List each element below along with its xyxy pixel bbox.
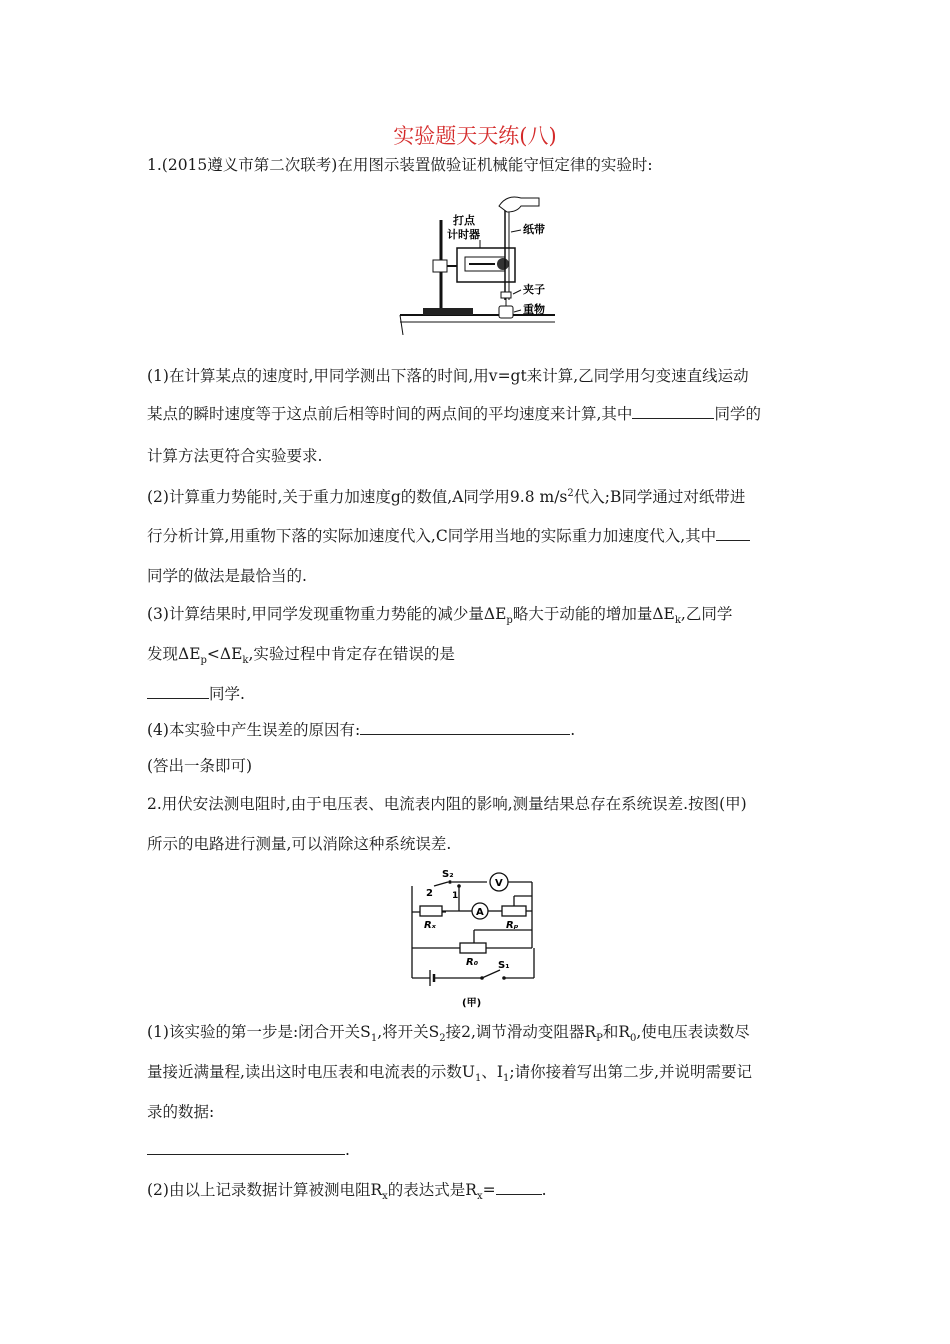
timer-label-2: 计时器 xyxy=(447,228,480,241)
text-seg: 、I xyxy=(481,1063,503,1081)
q2-stem-line2: 所示的电路进行测量,可以消除这种系统误差. xyxy=(147,835,452,853)
subscript: k xyxy=(242,655,249,667)
subscript: k xyxy=(674,615,681,627)
r0-label: R₀ xyxy=(466,957,479,968)
q1-part1-line2-tail: 同学的 xyxy=(714,405,761,423)
subscript: 1 xyxy=(503,1073,510,1085)
text-seg: . xyxy=(541,1181,547,1199)
q1-part3-line3 xyxy=(147,684,817,704)
q1-part1-line1: (1)在计算某点的速度时,甲同学测出下落的时间,用v=gt来计算,乙同学用匀变速直线运动 xyxy=(147,367,749,385)
answer-blank[interactable] xyxy=(632,404,714,419)
timer-label-1: 打点 xyxy=(453,214,475,227)
text-seg: 代入;B同学通过对纸带进 xyxy=(573,488,746,507)
q2-part1-line4 xyxy=(147,1140,817,1160)
clip-label: 夹子 xyxy=(523,283,545,296)
subscript: 0 xyxy=(629,1033,637,1045)
q1-part1-line3: 计算方法更符合实验要求. xyxy=(147,447,323,465)
text-seg: 发现ΔE xyxy=(147,645,201,663)
text-seg: . xyxy=(570,721,576,739)
q1-part4-line2: (答出一条即可) xyxy=(147,757,253,775)
rx-label: Rₓ xyxy=(424,920,436,931)
text-seg: = xyxy=(482,1181,496,1199)
q1-part2-line2 xyxy=(147,526,817,546)
text-seg: 行分析计算,用重物下落的实际加速度代入,C同学用当地的实际重力加速度代入,其中 xyxy=(147,527,717,545)
text-seg: (3)计算结果时,甲同学发现重物重力势能的减少量ΔE xyxy=(147,605,507,623)
subscript: 1 xyxy=(475,1073,482,1085)
s1-label: S₁ xyxy=(498,960,510,971)
q1-part1-line2-text: 某点的瞬时速度等于这点前后相等时间的两点间的平均速度来计算,其中 xyxy=(147,405,633,423)
text-seg: 量接近满量程,读出这时电压表和电流表的示数U xyxy=(147,1063,475,1081)
text-seg: 接2,调节滑动变阻器R xyxy=(445,1023,597,1041)
subscript: p xyxy=(200,655,207,667)
q1-part2-line1 xyxy=(147,484,817,507)
text-seg: (2)计算重力势能时,关于重力加速度g的数值,A同学用9.8 m/s xyxy=(147,488,568,507)
q1-stem: 1.(2015遵义市第二次联考)在用图示装置做验证机械能守恒定律的实验时: xyxy=(147,156,653,174)
text-seg: ,实验过程中肯定存在错误的是 xyxy=(248,645,455,663)
text-seg: ,乙同学 xyxy=(680,605,733,623)
text-seg: (4)本实验中产生误差的原因有: xyxy=(147,721,361,739)
text-seg: 的表达式是R xyxy=(387,1181,477,1199)
ammeter-label: A xyxy=(476,907,484,918)
q2-part1-line1 xyxy=(147,1022,817,1049)
q2-part1-line3: 录的数据: xyxy=(147,1103,215,1121)
answer-blank[interactable] xyxy=(360,720,570,735)
answer-blank[interactable] xyxy=(496,1180,542,1195)
subscript: x xyxy=(382,1191,388,1203)
text-seg: (2)由以上记录数据计算被测电阻R xyxy=(147,1181,383,1199)
text-seg: 和R xyxy=(602,1023,630,1041)
weight-label: 重物 xyxy=(523,303,545,316)
text-seg: ,将开关S xyxy=(377,1023,440,1041)
text-seg: <ΔE xyxy=(206,645,243,663)
text-seg: 略大于动能的增加量ΔE xyxy=(512,605,675,623)
q2-part2-line1 xyxy=(147,1180,817,1207)
subscript: 1 xyxy=(370,1033,378,1045)
position-1-label: 1 xyxy=(452,891,459,901)
figure-caption: (甲) xyxy=(462,998,482,1009)
q1-part3-line1 xyxy=(147,604,817,631)
text-seg: 同学. xyxy=(209,685,245,703)
s2-label: S₂ xyxy=(442,869,454,880)
text-seg: (1)该实验的第一步是:闭合开关S xyxy=(147,1023,371,1041)
subscript: P xyxy=(596,1033,603,1045)
answer-blank[interactable] xyxy=(716,526,750,541)
q2-part1-line2 xyxy=(147,1062,817,1089)
q1-part1-line2 xyxy=(147,404,817,424)
mechanical-energy-apparatus-figure xyxy=(395,190,565,335)
superscript: 2 xyxy=(567,488,574,499)
q2-stem-line1: 2.用伏安法测电阻时,由于电压表、电流表内阻的影响,测量结果总存在系统误差.按图(甲) xyxy=(147,795,747,813)
q1-part2-line3: 同学的做法是最恰当的. xyxy=(147,567,307,585)
subscript: x xyxy=(476,1191,483,1203)
answer-blank[interactable] xyxy=(147,684,209,699)
rp-label: Rₚ xyxy=(506,920,519,931)
page-title: 实验题天天练(八) xyxy=(393,124,557,148)
voltmeter-label: V xyxy=(495,878,503,889)
q1-part4-line1 xyxy=(147,720,817,740)
subscript: p xyxy=(506,615,513,627)
subscript: 2 xyxy=(439,1033,446,1045)
answer-blank[interactable] xyxy=(147,1140,345,1155)
q1-part3-line2 xyxy=(147,644,817,671)
position-2-label: 2 xyxy=(426,888,433,899)
text-seg: ;请你接着写出第二步,并说明需要记 xyxy=(509,1063,753,1081)
circuit-diagram-figure xyxy=(404,868,544,1013)
text-seg: ,使电压表读数尽 xyxy=(636,1023,750,1041)
tape-label: 纸带 xyxy=(523,223,545,236)
text-seg: . xyxy=(345,1141,350,1159)
